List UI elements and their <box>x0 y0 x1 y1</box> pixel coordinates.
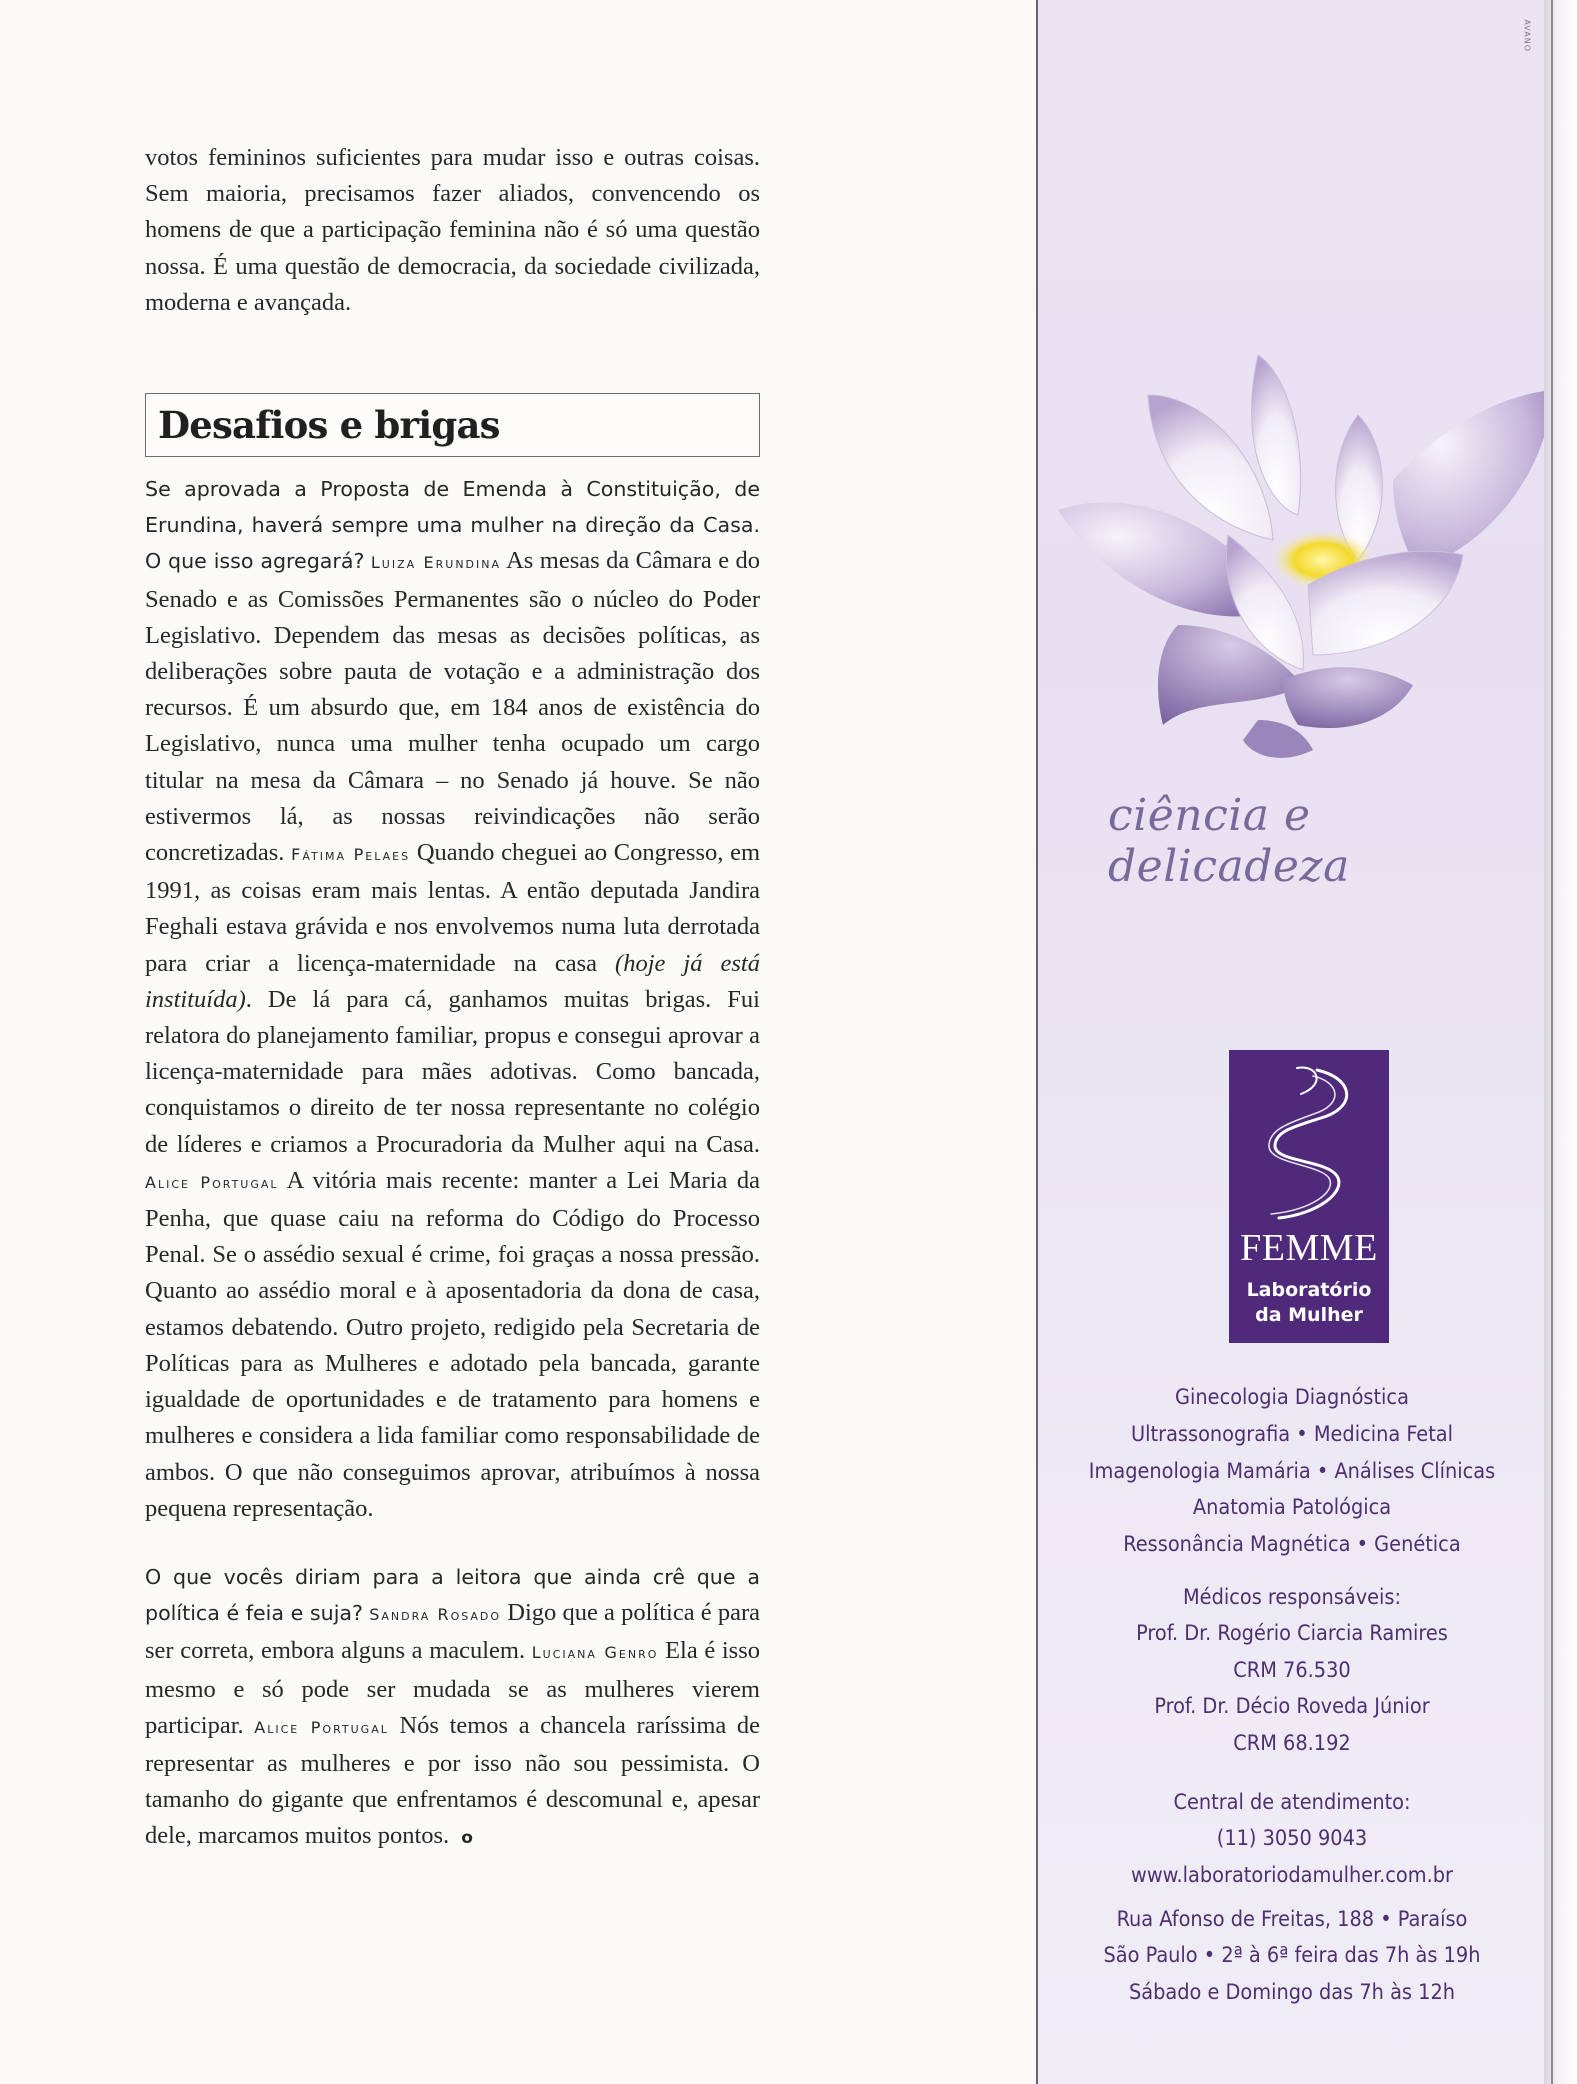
answer-italic-note: (hoje já está instituída) <box>145 949 760 1013</box>
service-item: Imagenologia Mamária • Análises Clínicas <box>1088 1458 1496 1484</box>
logo-subtitle-line: Laboratório <box>1246 1279 1372 1301</box>
doctor-crm: CRM 68.192 <box>1233 1730 1351 1756</box>
logo-name: FEMME <box>1240 1227 1378 1269</box>
article-column <box>145 140 760 1857</box>
speaker-name: Fátima Pelaes <box>291 845 411 865</box>
interview-block-2 <box>145 1559 760 1857</box>
answer-text: Quando cheguei ao Congresso, em 1991, as coisas eram mais lentas. A então deputada Jandira Feghali estava grávida e nos envolvemos numa luta derrotada para criar a licença-maternidade na casa <box>145 839 760 977</box>
address-info <box>1038 1902 1546 2011</box>
doctor-name: Prof. Dr. Décio Roveda Júnior <box>1154 1694 1430 1720</box>
service-item: Ginecologia Diagnóstica <box>1175 1385 1409 1410</box>
question-2: O que vocês diriam para a leitora que ainda crê que a política é feia e suja? <box>145 1564 760 1626</box>
services-list <box>1038 1380 1546 1564</box>
address-line: Sábado e Domingo das 7h às 12h <box>1128 1979 1456 2005</box>
end-mark-icon: o <box>461 1828 473 1849</box>
website-link[interactable]: www.laboratoriodamulher.com.br <box>1131 1862 1453 1888</box>
service-item: Ressonância Magnética • Genética <box>1123 1532 1461 1558</box>
speaker-name: Luciana Genro <box>531 1643 659 1663</box>
swirl-logo-icon <box>1257 1064 1361 1224</box>
answer-text: Digo que a política é para ser correta, embora alguns a maculem. <box>145 1599 760 1665</box>
intro-paragraph: votos femininos suficientes para mudar isso e outras coisas. Sem maioria, precisamos fazer aliados, convencendo os homens de que a participação feminina não é só uma questão nossa. É uma questão de democracia, da sociedade civilizada, moderna e avançada. <box>145 144 760 316</box>
contact-heading: Central de atendimento: <box>1173 1790 1411 1815</box>
service-item: Anatomia Patológica <box>1192 1495 1392 1521</box>
logo-subtitle-line: da Mulher <box>1255 1304 1363 1326</box>
lotus-flower-icon <box>1058 325 1548 765</box>
question-1: Se aprovada a Proposta de Emenda à Constituição, de Erundina, haverá sempre uma mulher na direção da Casa. O que isso agregará? <box>145 477 760 574</box>
femme-logo <box>1229 1050 1389 1343</box>
service-item: Ultrassonografia • Medicina Fetal <box>1131 1421 1453 1447</box>
contact-info <box>1038 1785 1546 1894</box>
doctors-info <box>1038 1580 1546 1762</box>
speaker-name: Luiza Erundina <box>370 553 502 573</box>
doctors-heading: Médicos responsáveis: <box>1182 1585 1402 1610</box>
speaker-name: Alice Portugal <box>254 1717 389 1737</box>
address-line: Rua Afonso de Freitas, 188 • Paraíso <box>1116 1907 1468 1932</box>
doctor-crm: CRM 76.530 <box>1233 1657 1351 1683</box>
answer-text: . De lá para cá, ganhamos muitas brigas. Fui relatora do planejamento familiar, propus e consegui aprovar a licença-maternidade para mães adotivas. Como bancada, conquistamos o direito de ter nossa representante no colégio de líderes e criamos a Procuradoria da Mulher aqui na Casa. <box>145 985 760 1158</box>
gutter-divider <box>1551 0 1553 2084</box>
answer-text: A vitória mais recente: manter a Lei Maria da Penha, que quase caiu na reforma do Código do Processo Penal. Se o assédio sexual é crime, foi graças a nossa pressão. Quanto ao assédio moral e à aposentadoria da dona de casa, estamos debatendo. Outro projeto, redigido pela Secretaria de Políticas para as Mulheres e adotado pela bancada, garante igualdade de oportunidades e de tratamento para homens e mulheres e considera a lida familiar como responsabilidade de ambos. O que não conseguimos aprovar, atribuímos à nossa pequena representação. <box>145 1166 760 1522</box>
section-title: Desafios e brigas <box>158 403 500 448</box>
section-heading-box <box>145 393 760 457</box>
speaker-name: Alice Portugal <box>145 1172 279 1192</box>
ad-tagline: ciência e delicadeza <box>1108 790 1350 892</box>
ad-credit: AVANO <box>1523 19 1532 52</box>
advertisement-panel <box>1036 0 1546 2084</box>
address-line: São Paulo • 2ª à 6ª feira das 7h às 19h <box>1103 1943 1481 1969</box>
speaker-name: Sandra Rosado <box>369 1605 502 1625</box>
answer-text: Ela é isso mesmo e só pode ser mudada se as mulheres vierem participar. <box>145 1637 760 1739</box>
logo-subtitle <box>1229 1278 1389 1328</box>
interview-block-1 <box>145 471 760 1527</box>
page-gutter <box>1544 0 1577 2084</box>
answer-text: Nós temos a chancela raríssima de representar as mulheres e por isso não sou pessimista. O tamanho do gigante que enfrentamos é descomunal e, apesar dele, marcamos muitos pontos. <box>145 1711 761 1850</box>
answer-text: As mesas da Câmara e do Senado e as Comissões Permanentes são o núcleo do Poder Legislativo. Dependem das mesas as decisões políticas, as deliberações sobre pauta de votação e a administração dos recursos. É um absurdo que, em 184 anos de existência do Legislativo, nunca uma mulher tenha ocupado um cargo titular na mesa da Câmara – no Senado já houve. Se não estivermos lá, as nossas reivindicações não serão concretizadas. <box>145 547 761 867</box>
doctor-name: Prof. Dr. Rogério Ciarcia Ramires <box>1136 1621 1448 1647</box>
phone-number: (11) 3050 9043 <box>1216 1826 1368 1852</box>
